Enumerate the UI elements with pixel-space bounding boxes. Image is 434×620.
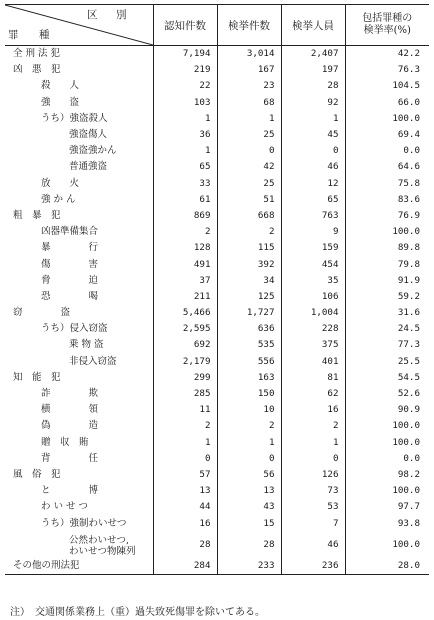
kenkyo-jinin-value: 92 — [281, 95, 345, 111]
kenkyo-jinin-value: 106 — [281, 289, 345, 305]
kenkyo-jinin-value: 62 — [281, 386, 345, 402]
rate-value: 66.0 — [345, 95, 429, 111]
crime-type-label: 強 盗 — [41, 96, 80, 108]
rate-value: 100.0 — [345, 224, 429, 240]
ninchi-value: 37 — [153, 273, 217, 289]
kenkyo-value: 23 — [217, 78, 281, 94]
kenkyo-jinin-value: 228 — [281, 321, 345, 337]
kenkyo-jinin-value: 46 — [281, 159, 345, 175]
table-row — [5, 370, 429, 386]
table-row — [5, 143, 429, 159]
table-row — [5, 176, 429, 192]
row-label-cell — [5, 95, 153, 111]
crime-type-label: 傷 害 — [41, 258, 99, 270]
crime-type-label: 乗 物 盗 — [69, 339, 104, 351]
kenkyo-value: 15 — [217, 515, 281, 531]
kenkyo-jinin-value: 126 — [281, 467, 345, 483]
footnote: 注） 交通関係業務上（重）過失致死傷罪を除いてある。 — [10, 607, 265, 618]
kenkyo-jinin-value: 0 — [281, 143, 345, 159]
rate-value: 76.9 — [345, 208, 429, 224]
crime-type-label: 非侵入窃盗 — [69, 355, 117, 367]
kenkyo-jinin-value: 401 — [281, 354, 345, 370]
table-row — [5, 435, 429, 451]
crime-type-label: うち）侵入窃盗 — [41, 323, 108, 335]
kenkyo-jinin-value: 159 — [281, 240, 345, 256]
kenkyo-jinin-value: 197 — [281, 62, 345, 78]
ninchi-value: 2 — [153, 418, 217, 434]
ninchi-value: 13 — [153, 483, 217, 499]
rate-value: 75.8 — [345, 176, 429, 192]
table-row — [5, 95, 429, 111]
kenkyo-jinin-value: 375 — [281, 337, 345, 353]
kenkyo-jinin-value: 45 — [281, 127, 345, 143]
row-label-cell — [5, 62, 153, 78]
crime-type-label: 背 任 — [41, 452, 99, 464]
crime-type-label: 強 か ん — [41, 193, 76, 205]
kenkyo-value: 115 — [217, 240, 281, 256]
rate-value: 100.0 — [345, 111, 429, 127]
rate-value: 93.8 — [345, 515, 429, 531]
kenkyo-value: 1,727 — [217, 305, 281, 321]
row-label-cell — [5, 499, 153, 515]
ninchi-value: 61 — [153, 192, 217, 208]
table-row — [5, 256, 429, 272]
crime-type-label: うち）強盗殺人 — [41, 112, 108, 124]
row-label-cell — [5, 467, 153, 483]
row-label-cell — [5, 176, 153, 192]
kenkyo-jinin-value: 763 — [281, 208, 345, 224]
ninchi-value: 11 — [153, 402, 217, 418]
row-label-cell — [5, 256, 153, 272]
table-row — [5, 321, 429, 337]
header-ninchi: 認知件数 — [153, 5, 217, 46]
ninchi-value: 284 — [153, 558, 217, 575]
header-kubetsu: 区 別 — [87, 9, 131, 21]
kenkyo-value: 25 — [217, 176, 281, 192]
kenkyo-jinin-value: 1 — [281, 435, 345, 451]
kenkyo-value: 68 — [217, 95, 281, 111]
header-zaishu: 罪 種 — [8, 29, 55, 41]
crime-type-label: 強盗強かん — [69, 145, 117, 157]
ninchi-value: 491 — [153, 256, 217, 272]
crime-type-label: 暴 行 — [41, 242, 99, 254]
header-kenkyo-jinin: 検挙人員 — [281, 5, 345, 46]
kenkyo-value: 43 — [217, 499, 281, 515]
kenkyo-jinin-value: 9 — [281, 224, 345, 240]
table-row — [5, 273, 429, 289]
table-row — [5, 483, 429, 499]
table-row — [5, 515, 429, 531]
rate-value: 77.3 — [345, 337, 429, 353]
table-row — [5, 402, 429, 418]
crime-type-label: 殺 人 — [41, 80, 80, 92]
table-row — [5, 532, 429, 558]
kenkyo-value: 0 — [217, 451, 281, 467]
crime-type-label: 風 俗 犯 — [13, 468, 61, 480]
ninchi-value: 2 — [153, 224, 217, 240]
ninchi-value: 2,595 — [153, 321, 217, 337]
rate-value: 100.0 — [345, 532, 429, 558]
rate-value: 24.5 — [345, 321, 429, 337]
rate-value: 69.4 — [345, 127, 429, 143]
row-label-cell — [5, 402, 153, 418]
table-row — [5, 192, 429, 208]
kenkyo-value: 535 — [217, 337, 281, 353]
ninchi-value: 2,179 — [153, 354, 217, 370]
kenkyo-value: 1 — [217, 111, 281, 127]
kenkyo-jinin-value: 0 — [281, 451, 345, 467]
row-label-cell — [5, 240, 153, 256]
ninchi-value: 44 — [153, 499, 217, 515]
ninchi-value: 7,194 — [153, 46, 217, 63]
rate-value: 104.5 — [345, 78, 429, 94]
rate-value: 89.8 — [345, 240, 429, 256]
kenkyo-value: 233 — [217, 558, 281, 575]
crime-type-label: 普通強盗 — [69, 161, 108, 173]
kenkyo-value: 13 — [217, 483, 281, 499]
ninchi-value: 128 — [153, 240, 217, 256]
ninchi-value: 22 — [153, 78, 217, 94]
rate-value: 100.0 — [345, 483, 429, 499]
table-row — [5, 62, 429, 78]
row-label-cell — [5, 483, 153, 499]
row-label-cell — [5, 289, 153, 305]
crime-type-label: 窃 盗 — [13, 307, 71, 319]
rate-value: 42.2 — [345, 46, 429, 63]
rate-value: 25.5 — [345, 354, 429, 370]
header-rate-line1: 包括罪種の — [362, 13, 413, 24]
kenkyo-jinin-value: 454 — [281, 256, 345, 272]
header-rate-line2: 検挙率(%) — [363, 25, 411, 36]
table-row — [5, 467, 429, 483]
kenkyo-value: 392 — [217, 256, 281, 272]
crime-type-label: 公然わいせつ, わいせつ物陳列 — [69, 534, 136, 557]
crime-type-label: 凶 悪 犯 — [13, 64, 61, 76]
crime-type-label: 脅 迫 — [41, 274, 99, 286]
row-label-cell — [5, 78, 153, 94]
header-rate — [345, 5, 429, 46]
row-label-cell — [5, 143, 153, 159]
table-row — [5, 558, 429, 575]
row-label-cell — [5, 435, 153, 451]
kenkyo-value: 0 — [217, 143, 281, 159]
table-row — [5, 224, 429, 240]
ninchi-value: 299 — [153, 370, 217, 386]
table-row — [5, 386, 429, 402]
rate-value: 54.5 — [345, 370, 429, 386]
kenkyo-jinin-value: 65 — [281, 192, 345, 208]
row-label-cell — [5, 273, 153, 289]
crime-type-label: 偽 造 — [41, 420, 99, 432]
kenkyo-value: 3,014 — [217, 46, 281, 63]
kenkyo-value: 28 — [217, 532, 281, 558]
table-row — [5, 127, 429, 143]
kenkyo-value: 2 — [217, 418, 281, 434]
table-row — [5, 289, 429, 305]
crime-statistics-table — [5, 4, 429, 575]
kenkyo-jinin-value: 12 — [281, 176, 345, 192]
rate-value: 59.2 — [345, 289, 429, 305]
kenkyo-value: 51 — [217, 192, 281, 208]
rate-value: 64.6 — [345, 159, 429, 175]
row-label-cell — [5, 370, 153, 386]
ninchi-value: 1 — [153, 111, 217, 127]
kenkyo-value: 1 — [217, 435, 281, 451]
kenkyo-value: 34 — [217, 273, 281, 289]
row-label-cell — [5, 305, 153, 321]
ninchi-value: 1 — [153, 435, 217, 451]
kenkyo-value: 668 — [217, 208, 281, 224]
kenkyo-jinin-value: 35 — [281, 273, 345, 289]
ninchi-value: 103 — [153, 95, 217, 111]
ninchi-value: 57 — [153, 467, 217, 483]
kenkyo-jinin-value: 2 — [281, 418, 345, 434]
rate-value: 91.9 — [345, 273, 429, 289]
row-label-cell — [5, 208, 153, 224]
crime-type-label: 恐 喝 — [41, 290, 99, 302]
ninchi-value: 211 — [153, 289, 217, 305]
kenkyo-jinin-value: 236 — [281, 558, 345, 575]
kenkyo-jinin-value: 53 — [281, 499, 345, 515]
crime-type-label: その他の刑法犯 — [13, 559, 80, 571]
rate-value: 31.6 — [345, 305, 429, 321]
crime-type-label: 知 能 犯 — [13, 371, 61, 383]
kenkyo-jinin-value: 1,004 — [281, 305, 345, 321]
crime-type-label: 全 刑 法 犯 — [13, 48, 61, 60]
row-label-cell — [5, 451, 153, 467]
kenkyo-jinin-value: 73 — [281, 483, 345, 499]
table-row — [5, 337, 429, 353]
table-row — [5, 499, 429, 515]
crime-type-label: 強盗傷人 — [69, 129, 108, 141]
crime-type-label: うち）強制わいせつ — [41, 517, 127, 529]
kenkyo-value: 10 — [217, 402, 281, 418]
kenkyo-jinin-value: 28 — [281, 78, 345, 94]
kenkyo-jinin-value: 16 — [281, 402, 345, 418]
table-row — [5, 418, 429, 434]
ninchi-value: 692 — [153, 337, 217, 353]
row-label-cell — [5, 111, 153, 127]
ninchi-value: 33 — [153, 176, 217, 192]
rate-value: 28.0 — [345, 558, 429, 575]
rate-value: 52.6 — [345, 386, 429, 402]
row-label-cell — [5, 418, 153, 434]
header-diagonal-cell — [5, 5, 153, 46]
kenkyo-value: 636 — [217, 321, 281, 337]
kenkyo-jinin-value: 46 — [281, 532, 345, 558]
crime-type-label: 贈 収 賄 — [41, 436, 89, 448]
rate-value: 90.9 — [345, 402, 429, 418]
row-label-cell — [5, 558, 153, 575]
table-row — [5, 305, 429, 321]
table-row — [5, 451, 429, 467]
ninchi-value: 28 — [153, 532, 217, 558]
ninchi-value: 285 — [153, 386, 217, 402]
rate-value: 0.0 — [345, 451, 429, 467]
kenkyo-jinin-value: 81 — [281, 370, 345, 386]
rate-value: 97.7 — [345, 499, 429, 515]
ninchi-value: 869 — [153, 208, 217, 224]
ninchi-value: 5,466 — [153, 305, 217, 321]
kenkyo-value: 150 — [217, 386, 281, 402]
kenkyo-jinin-value: 7 — [281, 515, 345, 531]
table-row — [5, 78, 429, 94]
rate-value: 100.0 — [345, 435, 429, 451]
kenkyo-value: 125 — [217, 289, 281, 305]
crime-type-label: 詐 欺 — [41, 388, 99, 400]
kenkyo-value: 42 — [217, 159, 281, 175]
ninchi-value: 16 — [153, 515, 217, 531]
table-row — [5, 159, 429, 175]
header-kenkyo: 検挙件数 — [217, 5, 281, 46]
kenkyo-value: 25 — [217, 127, 281, 143]
ninchi-value: 0 — [153, 451, 217, 467]
kenkyo-value: 163 — [217, 370, 281, 386]
rate-value: 79.8 — [345, 256, 429, 272]
rate-value: 83.6 — [345, 192, 429, 208]
row-label-cell — [5, 192, 153, 208]
crime-type-label: と 博 — [41, 485, 99, 497]
crime-type-label: 凶器準備集合 — [41, 226, 99, 238]
crime-type-label: 横 領 — [41, 404, 99, 416]
row-label-cell — [5, 354, 153, 370]
crime-type-label: 放 火 — [41, 177, 80, 189]
table-row — [5, 111, 429, 127]
row-label-cell — [5, 515, 153, 531]
rate-value: 100.0 — [345, 418, 429, 434]
rate-value: 0.0 — [345, 143, 429, 159]
kenkyo-jinin-value: 1 — [281, 111, 345, 127]
kenkyo-value: 556 — [217, 354, 281, 370]
kenkyo-value: 167 — [217, 62, 281, 78]
kenkyo-value: 56 — [217, 467, 281, 483]
row-label-cell — [5, 532, 153, 558]
row-label-cell — [5, 127, 153, 143]
row-label-cell — [5, 224, 153, 240]
crime-type-label: 粗 暴 犯 — [13, 209, 61, 221]
rate-value: 98.2 — [345, 467, 429, 483]
crime-type-label: わ い せ つ — [41, 501, 89, 513]
rate-value: 76.3 — [345, 62, 429, 78]
ninchi-value: 219 — [153, 62, 217, 78]
ninchi-value: 36 — [153, 127, 217, 143]
row-label-cell — [5, 46, 153, 63]
kenkyo-jinin-value: 2,407 — [281, 46, 345, 63]
header-row — [5, 5, 429, 46]
row-label-cell — [5, 159, 153, 175]
row-label-cell — [5, 386, 153, 402]
table-row — [5, 46, 429, 63]
row-label-cell — [5, 337, 153, 353]
table-row — [5, 240, 429, 256]
table-row — [5, 354, 429, 370]
kenkyo-value: 2 — [217, 224, 281, 240]
row-label-cell — [5, 321, 153, 337]
ninchi-value: 1 — [153, 143, 217, 159]
table-row — [5, 208, 429, 224]
ninchi-value: 65 — [153, 159, 217, 175]
